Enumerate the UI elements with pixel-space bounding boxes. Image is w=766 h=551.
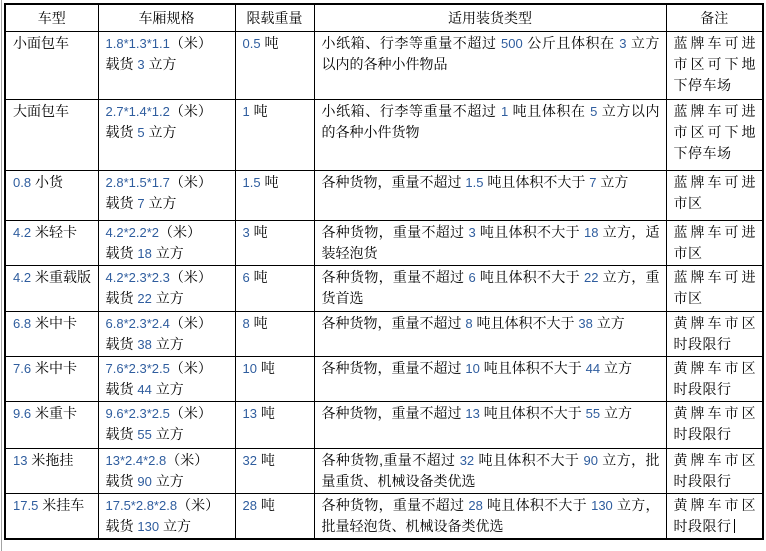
number-text: 6.8*2.3*2.4	[105, 316, 170, 331]
number-text: 4.2	[13, 225, 32, 240]
cell-cargo-types[interactable]: 各种货物,重量不超过 32 吨且体积不大于 90 立方，批量重货、机械设备类优选	[314, 449, 666, 494]
cell-box-spec[interactable]: 2.8*1.5*1.7（米） 载货 7 立方	[98, 171, 235, 221]
cell-box-spec[interactable]: 6.8*2.3*2.4（米） 载货 38 立方	[98, 312, 235, 357]
cell-cargo-types[interactable]: 各种货物，重量不超过 13 吨且体积不大于 55 立方	[314, 402, 666, 449]
table-row	[5, 449, 763, 494]
cell-load-limit[interactable]: 3 吨	[235, 221, 314, 266]
table-row	[5, 357, 763, 402]
number-text: 8	[242, 316, 250, 331]
number-text: 38	[137, 337, 152, 352]
number-text: 2.8*1.5*1.7	[105, 175, 170, 190]
number-text: 13	[465, 406, 480, 421]
number-text: 6	[468, 270, 476, 285]
header-row	[5, 4, 763, 32]
number-text: 2.7*1.4*1.2	[105, 104, 170, 119]
cell-cargo-types[interactable]: 各种货物，重量不超过 28 吨且体积不大于 130 立方，批量轻泡货、机械设备类优选	[314, 494, 666, 540]
col-header-vehicle-type[interactable]: 车型	[5, 4, 98, 32]
number-text: 17.5*2.8*2.8	[105, 498, 178, 513]
number-text: 18	[137, 246, 152, 261]
cell-vehicle-type[interactable]: 7.6 米中卡	[5, 357, 98, 402]
cell-remark[interactable]: 蓝牌车可进市区可下地下停车场	[666, 100, 763, 171]
number-text: 1.5	[242, 175, 261, 190]
cell-vehicle-type[interactable]: 4.2 米轻卡	[5, 221, 98, 266]
cell-load-limit[interactable]: 13 吨	[235, 402, 314, 449]
cell-vehicle-type[interactable]: 0.8 小货	[5, 171, 98, 221]
table-row	[5, 312, 763, 357]
number-text: 4.2*2.3*2.3	[105, 270, 170, 285]
col-header-box-spec[interactable]: 车厢规格	[98, 4, 235, 32]
table-body	[5, 32, 763, 540]
cell-load-limit[interactable]: 0.5 吨	[235, 32, 314, 100]
number-text: 1	[242, 104, 250, 119]
table-row	[5, 100, 763, 171]
cell-box-spec[interactable]: 17.5*2.8*2.8（米） 载货 130 立方	[98, 494, 235, 540]
cell-vehicle-type[interactable]: 小面包车	[5, 32, 98, 100]
cell-vehicle-type[interactable]: 6.8 米中卡	[5, 312, 98, 357]
cell-box-spec[interactable]: 9.6*2.3*2.5（米） 载货 55 立方	[98, 402, 235, 449]
cell-remark[interactable]: 黄牌车市区时段限行	[666, 449, 763, 494]
number-text: 17.5	[13, 498, 39, 513]
cell-cargo-types[interactable]: 各种货物，重量不超过 10 吨且体积不大于 44 立方	[314, 357, 666, 402]
cell-load-limit[interactable]: 1.5 吨	[235, 171, 314, 221]
table-row	[5, 32, 763, 100]
cell-cargo-types[interactable]: 各种货物，重量不超过 3 吨且体积不大于 18 立方，适装轻泡货	[314, 221, 666, 266]
cell-box-spec[interactable]: 1.8*1.3*1.1（米） 载货 3 立方	[98, 32, 235, 100]
number-text: 13	[13, 453, 28, 468]
number-text: 18	[584, 225, 599, 240]
number-text: 28	[242, 498, 257, 513]
table-row	[5, 402, 763, 449]
number-text: 44	[585, 361, 601, 376]
number-text: 7.6*2.3*2.5	[105, 361, 170, 376]
number-text: 28	[468, 498, 483, 513]
number-text: 22	[584, 270, 599, 285]
number-text: 13*2.4*2.8	[105, 453, 167, 468]
number-text: 9.6	[13, 406, 32, 421]
number-text: 7	[589, 175, 597, 190]
number-text: 1.8*1.3*1.1	[105, 36, 170, 51]
cell-cargo-types[interactable]: 各种货物，重量不超过 8 吨且体积不大于 38 立方	[314, 312, 666, 357]
cell-box-spec[interactable]: 13*2.4*2.8（米） 载货 90 立方	[98, 449, 235, 494]
table-row	[5, 171, 763, 221]
number-text: 0.8	[13, 175, 32, 190]
number-text: 8	[465, 316, 473, 331]
number-text: 1.5	[465, 175, 484, 190]
number-text: 90	[137, 474, 152, 489]
cell-cargo-types[interactable]: 小纸箱、行李等重量不超过 500 公斤且体积在 3 立方以内的各种小件物品	[314, 32, 666, 100]
cell-cargo-types[interactable]: 小纸箱、行李等重量不超过 1 吨且体积在 5 立方以内的各种小件货物	[314, 100, 666, 171]
number-text: 6	[242, 270, 250, 285]
number-text: 7.6	[13, 361, 32, 376]
col-header-cargo-types[interactable]: 适用装货类型	[314, 4, 666, 32]
number-text: 55	[137, 427, 152, 442]
number-text: 9.6*2.3*2.5	[105, 406, 170, 421]
cell-vehicle-type[interactable]: 17.5 米挂车	[5, 494, 98, 540]
number-text: 55	[585, 406, 601, 421]
number-text: 10	[465, 361, 480, 376]
col-header-load-limit[interactable]: 限载重量	[235, 4, 314, 32]
cell-remark[interactable]: 黄牌车市区时段限行	[666, 402, 763, 449]
number-text: 3	[619, 36, 627, 51]
page-edge-line	[1, 0, 2, 551]
col-header-remark[interactable]: 备注	[666, 4, 763, 32]
table-row	[5, 494, 763, 540]
cell-vehicle-type[interactable]: 大面包车	[5, 100, 98, 171]
cell-vehicle-type[interactable]: 13 米拖挂	[5, 449, 98, 494]
number-text: 7	[137, 196, 145, 211]
cell-remark[interactable]: 蓝牌车可进市区	[666, 266, 763, 312]
number-text: 38	[578, 316, 593, 331]
table-row	[5, 221, 763, 266]
cell-remark[interactable]: 黄牌车市区时段限行	[666, 494, 763, 540]
text-cursor	[734, 519, 735, 533]
cell-remark[interactable]: 黄牌车市区时段限行	[666, 357, 763, 402]
cell-box-spec[interactable]: 2.7*1.4*1.2（米） 载货 5 立方	[98, 100, 235, 171]
cell-remark[interactable]: 蓝牌车可进市区可下地下停车场	[666, 32, 763, 100]
number-text: 4.2	[13, 270, 32, 285]
cell-cargo-types[interactable]: 各种货物，重量不超过 6 吨且体积不大于 22 立方，重货首选	[314, 266, 666, 312]
cell-box-spec[interactable]: 7.6*2.3*2.5（米） 载货 44 立方	[98, 357, 235, 402]
number-text: 3	[468, 225, 476, 240]
number-text: 0.5	[242, 36, 261, 51]
cell-load-limit[interactable]: 32 吨	[235, 449, 314, 494]
cell-load-limit[interactable]: 10 吨	[235, 357, 314, 402]
vehicle-capacity-table	[4, 3, 764, 540]
number-text: 130	[137, 519, 160, 534]
number-text: 4.2*2.2*2	[105, 225, 159, 240]
number-text: 500	[501, 36, 523, 51]
table-row	[5, 266, 763, 312]
cell-load-limit[interactable]: 6 吨	[235, 266, 314, 312]
number-text: 32	[459, 453, 475, 468]
number-text: 90	[583, 453, 599, 468]
number-text: 130	[591, 498, 613, 513]
cell-remark[interactable]: 蓝牌车可进市区	[666, 221, 763, 266]
number-text: 44	[137, 382, 152, 397]
cell-vehicle-type[interactable]: 4.2 米重载版	[5, 266, 98, 312]
cell-load-limit[interactable]: 8 吨	[235, 312, 314, 357]
cell-remark[interactable]: 蓝牌车可进市区	[666, 171, 763, 221]
cell-load-limit[interactable]: 28 吨	[235, 494, 314, 540]
number-text: 3	[242, 225, 250, 240]
cell-box-spec[interactable]: 4.2*2.3*2.3（米） 载货 22 立方	[98, 266, 235, 312]
table-header	[5, 4, 763, 32]
cell-load-limit[interactable]: 1 吨	[235, 100, 314, 171]
cell-cargo-types[interactable]: 各种货物，重量不超过 1.5 吨且体积不大于 7 立方	[314, 171, 666, 221]
number-text: 5	[137, 125, 145, 140]
number-text: 6.8	[13, 316, 32, 331]
number-text: 22	[137, 291, 152, 306]
cell-box-spec[interactable]: 4.2*2.2*2（米） 载货 18 立方	[98, 221, 235, 266]
number-text: 32	[242, 453, 257, 468]
number-text: 5	[590, 104, 598, 119]
number-text: 3	[137, 57, 145, 72]
cell-remark[interactable]: 黄牌车市区时段限行	[666, 312, 763, 357]
number-text: 13	[242, 406, 257, 421]
number-text: 10	[242, 361, 257, 376]
number-text: 1	[500, 104, 509, 119]
cell-vehicle-type[interactable]: 9.6 米重卡	[5, 402, 98, 449]
